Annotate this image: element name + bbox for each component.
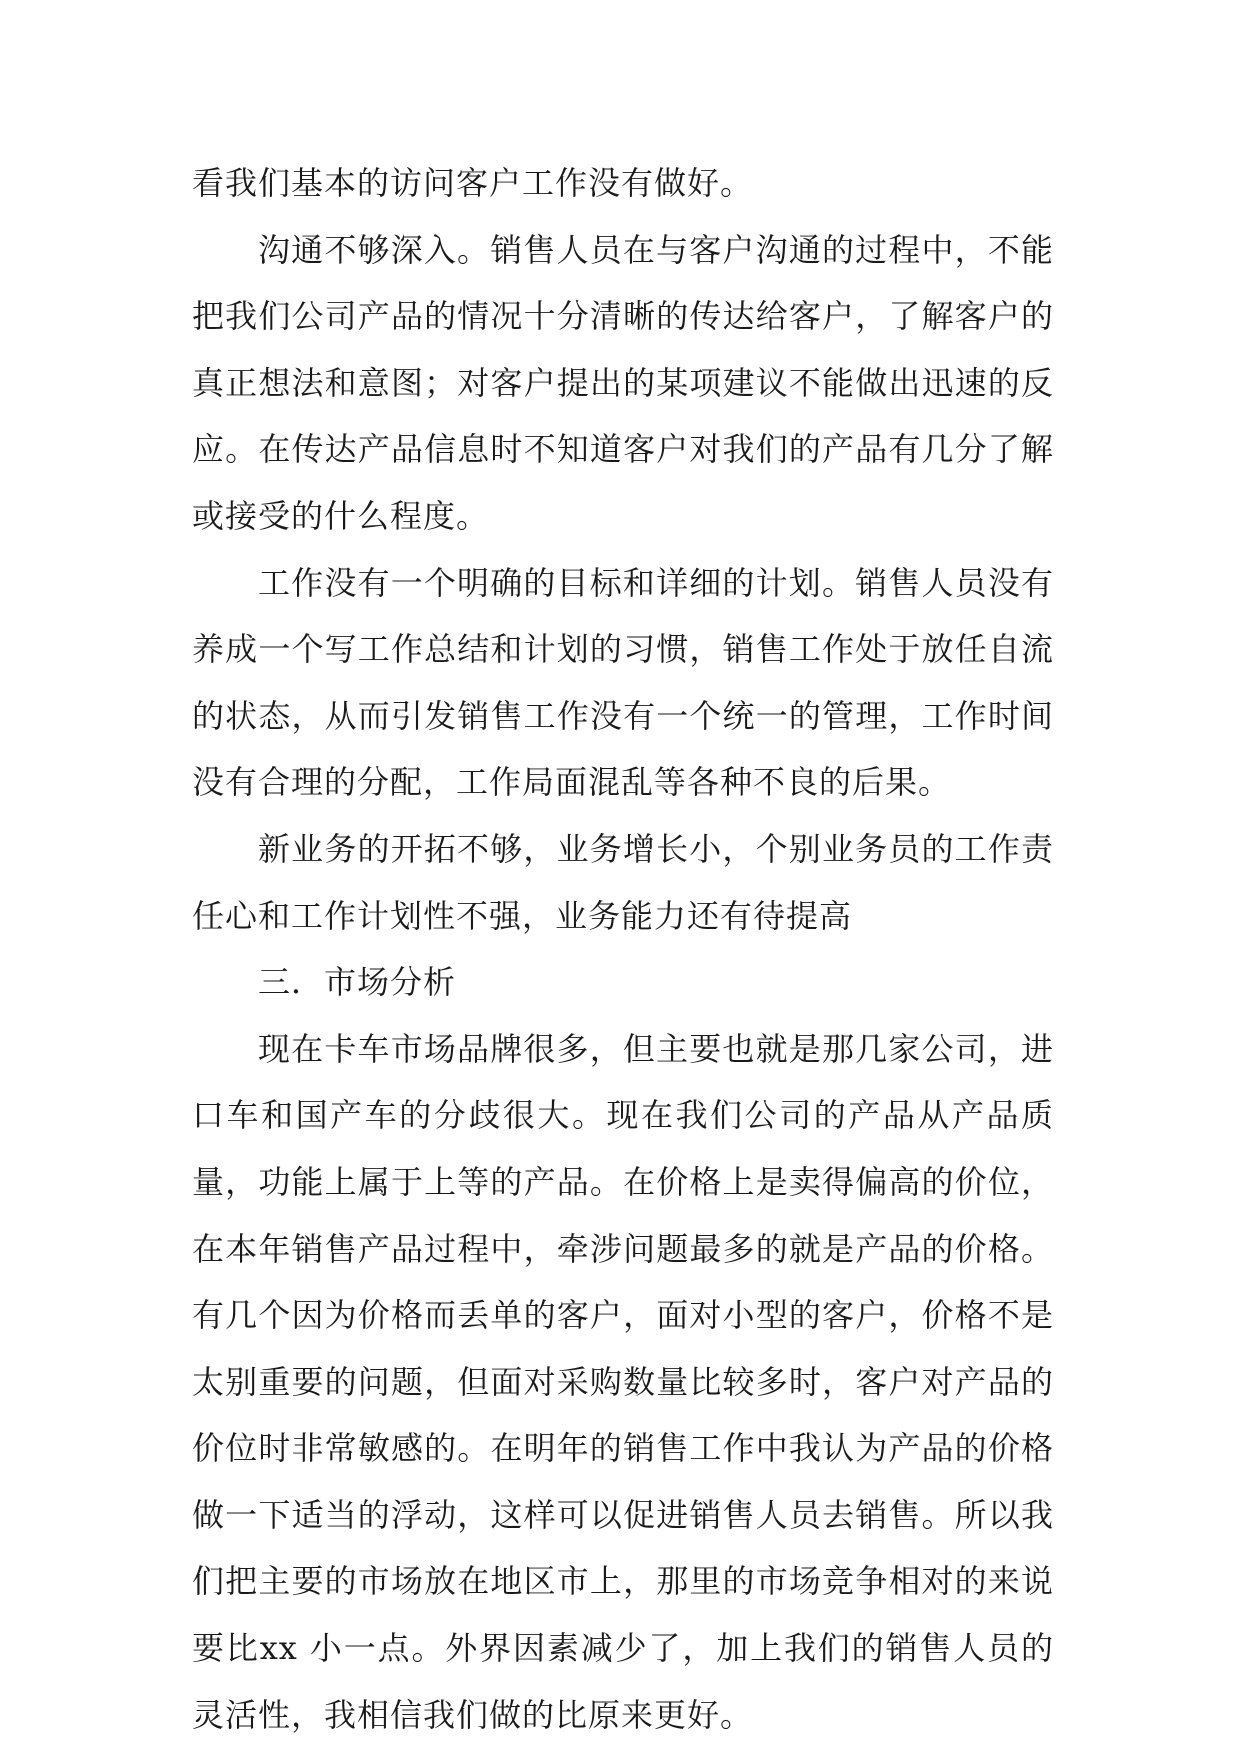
paragraph-market-analysis: 现在卡车市场品牌很多，但主要也就是那几家公司，进口车和国产车的分歧很大。现在我们公司的产品从产品质量，功能上属于上等的产品。在价格上是卖得偏高的价位，在本年销售产品过程中，牵涉问题最多的就是产品的价格。有几个因为价格而丢单的客户，面对小型的客户，价格不是太别重要的问题，但面对采购数量比较多时，客户对产品的价位时非常敏感的。在明年的销售工作中我认为产品的价格做一下适当的浮动，这样可以促进销售人员去销售。所以我们把主要的市场放在地区市上，那里的市场竞争相对的来说要比xx 小一点。外界因素减少了，加上我们的销售人员的灵活性，我相信我们做的比原来更好。	[192, 1029, 1054, 1734]
section-heading-market-analysis: 三．市场分析	[258, 963, 457, 1002]
document-body	[192, 150, 1054, 1748]
paragraph-planning: 工作没有一个明确的目标和详细的计划。销售人员没有养成一个写工作总结和计划的习惯，销售工作处于放任自流的状态，从而引发销售工作没有一个统一的管理，工作时间没有合理的分配，工作局面混乱等各种不良的后果。	[192, 563, 1054, 802]
paragraph-new-business: 新业务的开拓不够，业务增长小，个别业务员的工作责任心和工作计划性不强，业务能力还有待提高	[192, 829, 1054, 935]
paragraph-continuation: 看我们基本的访问客户工作没有做好。	[192, 164, 754, 202]
paragraph-communication: 沟通不够深入。销售人员在与客户沟通的过程中，不能把我们公司产品的情况十分清晰的传达给客户，了解客户的真正想法和意图；对客户提出的某项建议不能做出迅速的反应。在传达产品信息时不知道客户对我们的产品有几分了解或接受的什么程度。	[192, 230, 1054, 535]
